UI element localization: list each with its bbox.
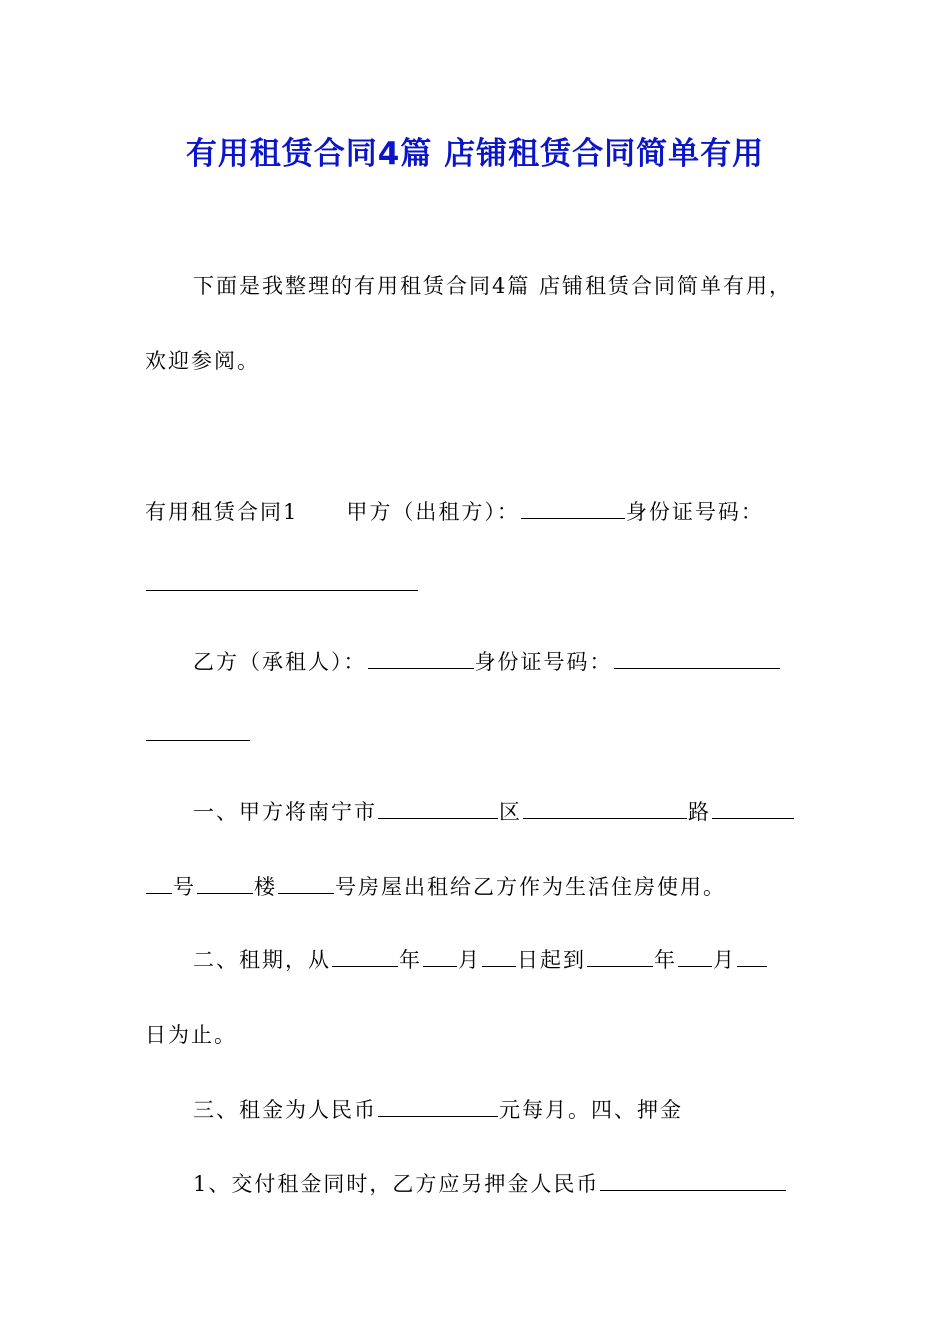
start-month-blank (423, 965, 457, 967)
id-label-a: 身份证号码： (625, 500, 764, 524)
number-blank (712, 817, 794, 819)
clause-4-a: 1、交付租金同时，乙方应另押金人民币 (193, 1172, 600, 1196)
clause-1-f: 号房屋出租给乙方作为生活住房使用。 (335, 875, 726, 899)
intro-line-1 (193, 270, 792, 300)
intro-text-1: 下面是我整理的有用租赁合同4篇 店铺租赁合同简单有用， (193, 274, 793, 298)
party-a-line (145, 496, 764, 526)
party-b-line (193, 646, 781, 676)
building-blank (197, 892, 253, 894)
clause-2-day1: 日起到 (517, 948, 586, 972)
road-blank (523, 817, 687, 819)
clause-2-month1: 月 (458, 948, 481, 972)
clause-1-line (193, 796, 795, 826)
party-b-label: 乙方（承租人）： (193, 650, 367, 674)
party-b-name-blank (368, 667, 474, 669)
party-a-id-line (145, 572, 419, 596)
clause-2-a: 二、租期，从 (193, 948, 331, 972)
party-a-id-blank (146, 589, 418, 591)
clause-3-a: 三、租金为人民币 (193, 1098, 377, 1122)
clause-2-year1: 年 (399, 948, 422, 972)
clause-1-e: 楼 (254, 875, 277, 899)
intro-text-2: 欢迎参阅。 (145, 349, 260, 373)
clause-1-b: 区 (499, 800, 522, 824)
room-blank (278, 892, 334, 894)
party-b-id-blank (614, 667, 780, 669)
contract-heading: 有用租赁合同1 (145, 500, 299, 524)
end-day-blank (737, 965, 767, 967)
clause-1-a: 一、甲方将南宁市 (193, 800, 377, 824)
start-day-blank (482, 965, 516, 967)
end-year-blank (587, 965, 653, 967)
clause-1-c: 路 (688, 800, 711, 824)
clause-2-line (193, 944, 768, 974)
clause-1-d: 号 (173, 875, 196, 899)
clause-3-line (193, 1094, 683, 1124)
clause-2-year2: 年 (654, 948, 677, 972)
end-month-blank (678, 965, 712, 967)
clause-2-month2: 月 (713, 948, 736, 972)
id-label-b: 身份证号码： (474, 650, 613, 674)
number-blank-cont (146, 892, 172, 894)
intro-line-2 (145, 345, 260, 375)
clause-2-end: 日为止。 (145, 1023, 237, 1047)
clause-3-b: 元每月。四、押金 (499, 1098, 683, 1122)
deposit-blank (600, 1189, 786, 1191)
clause-2-line-2 (145, 1019, 237, 1049)
party-b-id-line (145, 722, 251, 746)
district-blank (378, 817, 498, 819)
document-title: 有用租赁合同4篇 店铺租赁合同简单有用 (185, 136, 765, 172)
party-a-name-blank (521, 517, 625, 519)
clause-1-line-2 (145, 871, 726, 901)
start-year-blank (332, 965, 398, 967)
party-b-id-blank-cont (146, 739, 250, 741)
rent-blank (378, 1115, 498, 1117)
clause-4-line (193, 1168, 787, 1198)
party-a-label: 甲方（出租方）： (346, 500, 520, 524)
